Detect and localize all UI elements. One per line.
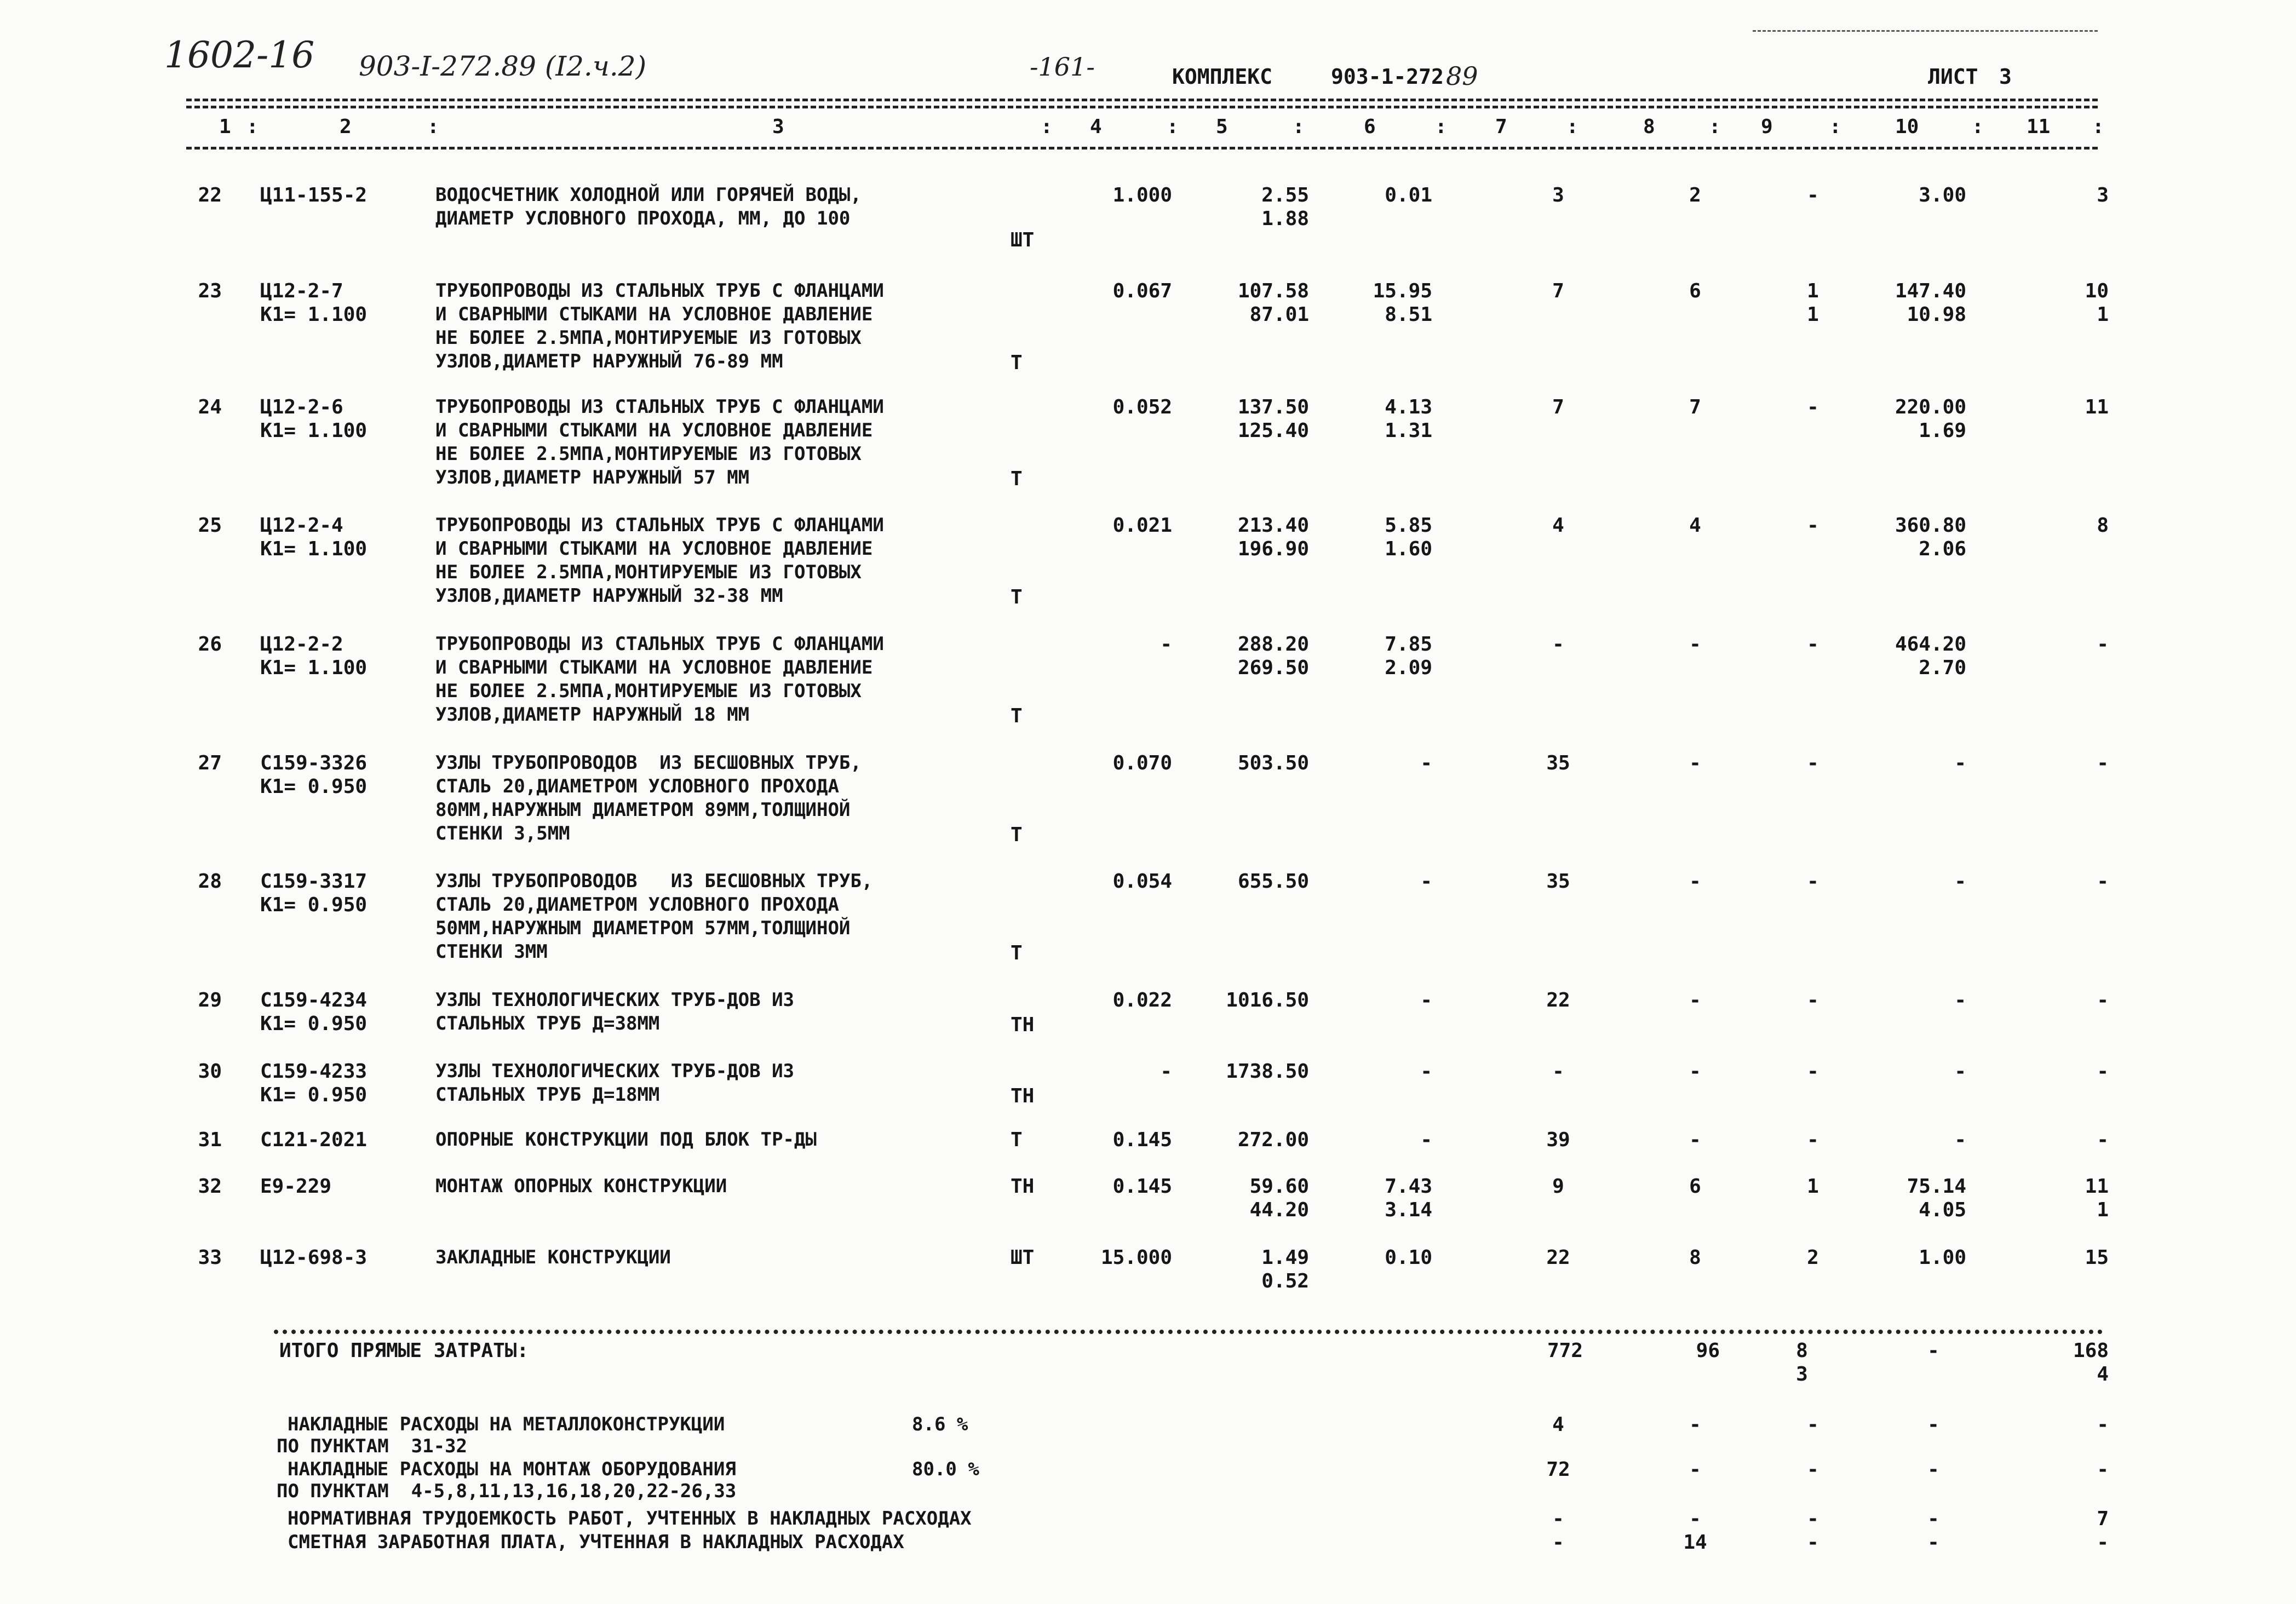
- overhead-percent: 8.6 %: [912, 1413, 968, 1435]
- row-c4: 0.145: [1112, 1129, 1172, 1151]
- overhead-text: НАКЛАДНЫЕ РАСХОДЫ НА МЕТАЛЛОКОНСТРУКЦИИ: [288, 1413, 725, 1435]
- row-code: К1= 0.950: [260, 1013, 368, 1035]
- row-c7: 35: [1546, 870, 1570, 893]
- row-c7: 3: [1552, 184, 1564, 206]
- row-c6: 4.13: [1385, 396, 1432, 418]
- row-c5: 1016.50: [1226, 989, 1309, 1011]
- row-description: УЗЛЫ ТРУБОПРОВОДОВ ИЗ БЕСШОВНЫХ ТРУБ,: [435, 752, 862, 774]
- row-c10: -: [1954, 870, 1966, 893]
- row-description: СТАЛЬНЫХ ТРУБ Д=38ММ: [435, 1013, 660, 1034]
- row-c5: 107.58: [1237, 280, 1309, 302]
- column-number: 9: [1761, 116, 1773, 138]
- row-description: СТЕНКИ 3,5ММ: [435, 823, 570, 844]
- row-number: 24: [198, 396, 222, 418]
- handwritten-code: 1602-16: [164, 34, 315, 76]
- row-c9: -: [1807, 633, 1819, 656]
- row-code: Ц12-2-6: [260, 396, 343, 418]
- row-c9: -: [1807, 396, 1819, 418]
- row-c5: 0.52: [1261, 1270, 1309, 1292]
- row-description: ТРУБОПРОВОДЫ ИЗ СТАЛЬНЫХ ТРУБ С ФЛАНЦАМИ: [435, 633, 884, 655]
- page-number: -161-: [1030, 52, 1095, 82]
- row-description: И СВАРНЫМИ СТЫКАМИ НА УСЛОВНОЕ ДАВЛЕНИЕ: [435, 419, 873, 441]
- totals-c8: 96: [1696, 1339, 1720, 1362]
- overhead-text: ПО ПУНКТАМ 31-32: [277, 1435, 467, 1457]
- row-unit: Т: [1011, 1129, 1023, 1151]
- row-c5: 137.50: [1237, 396, 1309, 418]
- row-number: 26: [198, 633, 222, 656]
- row-unit: Т: [1011, 468, 1023, 490]
- overhead-text: СМЕТНАЯ ЗАРАБОТНАЯ ПЛАТА, УЧТЕННАЯ В НАКЛАДНЫХ РАСХОДАХ: [288, 1531, 904, 1553]
- row-c4: -: [1160, 633, 1172, 656]
- row-c7: 22: [1546, 989, 1570, 1011]
- row-c10: 3.00: [1919, 184, 1966, 206]
- row-description: ТРУБОПРОВОДЫ ИЗ СТАЛЬНЫХ ТРУБ С ФЛАНЦАМИ: [435, 514, 884, 536]
- row-c4: 0.145: [1112, 1175, 1172, 1198]
- row-description: 80ММ,НАРУЖНЫМ ДИАМЕТРОМ 89ММ,ТОЛЩИНОЙ: [435, 799, 851, 821]
- row-c9: 1: [1807, 280, 1819, 302]
- row-c4: 0.052: [1112, 396, 1172, 418]
- complex-label: КОМПЛЕКС: [1172, 65, 1273, 89]
- row-description: УЗЛОВ,ДИАМЕТР НАРУЖНЫЙ 57 ММ: [435, 467, 750, 488]
- row-c11: 1: [2097, 303, 2109, 326]
- row-c5: 59.60: [1249, 1175, 1309, 1198]
- row-description: УЗЛЫ ТЕХНОЛОГИЧЕСКИХ ТРУБ-ДОВ ИЗ: [435, 989, 795, 1011]
- row-c5: 1738.50: [1226, 1060, 1309, 1083]
- row-description: НЕ БОЛЕЕ 2.5МПА,МОНТИРУЕМЫЕ ИЗ ГОТОВЫХ: [435, 327, 862, 349]
- row-c9: -: [1807, 1129, 1819, 1151]
- row-c9: -: [1807, 752, 1819, 774]
- row-unit: ШТ: [1011, 1246, 1035, 1269]
- row-c6: 3.14: [1385, 1199, 1432, 1221]
- row-code: С159-3317: [260, 870, 368, 893]
- row-code: Ц12-2-4: [260, 514, 343, 537]
- row-c10: 4.05: [1919, 1199, 1966, 1221]
- column-number: 5: [1216, 116, 1228, 138]
- row-code: К1= 0.950: [260, 775, 368, 798]
- row-c5: 272.00: [1237, 1129, 1309, 1151]
- overhead-c7: -: [1552, 1508, 1564, 1530]
- row-c10: 10.98: [1907, 303, 1966, 326]
- totals-c11-1: 168: [2073, 1339, 2109, 1362]
- row-description: НЕ БОЛЕЕ 2.5МПА,МОНТИРУЕМЫЕ ИЗ ГОТОВЫХ: [435, 561, 862, 583]
- row-code: Ц12-698-3: [260, 1246, 368, 1269]
- row-c11: -: [2097, 1060, 2109, 1083]
- row-number: 31: [198, 1129, 222, 1151]
- column-number: 2: [340, 116, 352, 138]
- row-c8: -: [1689, 1060, 1701, 1083]
- row-c11: -: [2097, 752, 2109, 774]
- row-description: УЗЛОВ,ДИАМЕТР НАРУЖНЫЙ 76-89 ММ: [435, 350, 783, 372]
- header-rule-top: [186, 99, 2098, 101]
- row-unit: ТН: [1011, 1014, 1035, 1036]
- row-description: СТАЛЬ 20,ДИАМЕТРОМ УСЛОВНОГО ПРОХОДА: [435, 775, 839, 797]
- column-number: 4: [1090, 116, 1102, 138]
- row-c9: -: [1807, 989, 1819, 1011]
- row-c4: 0.054: [1112, 870, 1172, 893]
- row-c9: -: [1807, 1060, 1819, 1083]
- row-c9: 1: [1807, 1175, 1819, 1198]
- row-c6: -: [1420, 989, 1432, 1011]
- row-c8: 7: [1689, 396, 1701, 418]
- row-description: МОНТАЖ ОПОРНЫХ КОНСТРУКЦИИ: [435, 1175, 727, 1197]
- row-c10: 220.00: [1895, 396, 1966, 418]
- row-description: СТАЛЬНЫХ ТРУБ Д=18ММ: [435, 1084, 660, 1106]
- row-code: Ц11-155-2: [260, 184, 368, 206]
- row-c10: -: [1954, 1060, 1966, 1083]
- row-code: С159-4233: [260, 1060, 368, 1083]
- row-c8: 6: [1689, 1175, 1701, 1198]
- row-c6: 0.01: [1385, 184, 1432, 206]
- row-c10: -: [1954, 989, 1966, 1011]
- top-right-dashes: [1753, 30, 2098, 32]
- sheet-label: ЛИСТ: [1928, 65, 1978, 89]
- row-c11: -: [2097, 989, 2109, 1011]
- overhead-percent: 80.0 %: [912, 1458, 979, 1480]
- row-c11: 11: [2085, 1175, 2109, 1198]
- overhead-c11: -: [2097, 1531, 2109, 1554]
- column-number: 3: [772, 116, 784, 138]
- overhead-c8: 14: [1683, 1531, 1707, 1554]
- row-description: И СВАРНЫМИ СТЫКАМИ НА УСЛОВНОЕ ДАВЛЕНИЕ: [435, 538, 873, 560]
- row-description: И СВАРНЫМИ СТЫКАМИ НА УСЛОВНОЕ ДАВЛЕНИЕ: [435, 657, 873, 679]
- row-number: 23: [198, 280, 222, 302]
- row-code: Е9-229: [260, 1175, 332, 1198]
- row-c9: -: [1807, 514, 1819, 537]
- column-separator: :: [246, 116, 259, 138]
- row-c10: -: [1954, 752, 1966, 774]
- overhead-text: ПО ПУНКТАМ 4-5,8,11,13,16,18,20,22-26,33: [277, 1480, 737, 1502]
- row-c6: -: [1420, 752, 1432, 774]
- row-c7: 7: [1552, 280, 1564, 302]
- row-c6: 5.85: [1385, 514, 1432, 537]
- row-description: СТАЛЬ 20,ДИАМЕТРОМ УСЛОВНОГО ПРОХОДА: [435, 894, 839, 916]
- row-number: 25: [198, 514, 222, 537]
- overhead-text: НОРМАТИВНАЯ ТРУДОЕМКОСТЬ РАБОТ, УЧТЕННЫХ В НАКЛАДНЫХ РАСХОДАХ: [288, 1508, 972, 1530]
- row-code: К1= 1.100: [260, 657, 368, 679]
- row-c11: 1: [2097, 1199, 2109, 1221]
- row-c6: 15.95: [1373, 280, 1432, 302]
- row-c5: 125.40: [1237, 419, 1309, 442]
- row-c4: 0.021: [1112, 514, 1172, 537]
- row-description: ДИАМЕТР УСЛОВНОГО ПРОХОДА, ММ, ДО 100: [435, 208, 851, 229]
- row-number: 27: [198, 752, 222, 774]
- row-description: УЗЛОВ,ДИАМЕТР НАРУЖНЫЙ 32-38 ММ: [435, 585, 783, 607]
- row-c8: 6: [1689, 280, 1701, 302]
- complex-code: 903-1-272: [1331, 65, 1444, 89]
- row-description: ЗАКЛАДНЫЕ КОНСТРУКЦИИ: [435, 1246, 671, 1268]
- row-c10: 147.40: [1895, 280, 1966, 302]
- overhead-c8: -: [1689, 1508, 1701, 1530]
- overhead-c10: -: [1927, 1531, 1939, 1554]
- totals-label: ИТОГО ПРЯМЫЕ ЗАТРАТЫ:: [279, 1339, 529, 1362]
- row-c11: -: [2097, 633, 2109, 656]
- row-description: НЕ БОЛЕЕ 2.5МПА,МОНТИРУЕМЫЕ ИЗ ГОТОВЫХ: [435, 443, 862, 465]
- overhead-c9: -: [1807, 1413, 1819, 1436]
- row-c8: 2: [1689, 184, 1701, 206]
- row-c10: -: [1954, 1129, 1966, 1151]
- overhead-c10: -: [1927, 1458, 1939, 1481]
- overhead-c10: -: [1927, 1508, 1939, 1530]
- totals-c10: -: [1927, 1339, 1939, 1362]
- row-c9: 2: [1807, 1246, 1819, 1269]
- row-c7: 39: [1546, 1129, 1570, 1151]
- column-separator: :: [1972, 116, 1984, 138]
- overhead-c10: -: [1927, 1413, 1939, 1436]
- row-description: УЗЛОВ,ДИАМЕТР НАРУЖНЫЙ 18 ММ: [435, 704, 750, 726]
- row-unit: Т: [1011, 942, 1023, 964]
- row-c9: -: [1807, 184, 1819, 206]
- row-c11: 15: [2085, 1246, 2109, 1269]
- row-c11: -: [2097, 1129, 2109, 1151]
- row-c5: 2.55: [1261, 184, 1309, 206]
- row-code: С159-4234: [260, 989, 368, 1011]
- totals-c11-2: 4: [2097, 1363, 2109, 1385]
- row-c6: 2.09: [1385, 657, 1432, 679]
- row-c11: 11: [2085, 396, 2109, 418]
- row-c5: 1.88: [1261, 208, 1309, 230]
- column-separator: :: [1041, 116, 1053, 138]
- row-c5: 1.49: [1261, 1246, 1309, 1269]
- row-c4: -: [1160, 1060, 1172, 1083]
- totals-c7: 772: [1547, 1339, 1583, 1362]
- row-description: УЗЛЫ ТЕХНОЛОГИЧЕСКИХ ТРУБ-ДОВ ИЗ: [435, 1060, 795, 1082]
- row-c8: -: [1689, 633, 1701, 656]
- row-description: ВОДОСЧЕТНИК ХОЛОДНОЙ ИЛИ ГОРЯЧЕЙ ВОДЫ,: [435, 184, 862, 206]
- row-code: С121-2021: [260, 1129, 368, 1151]
- row-unit: Т: [1011, 586, 1023, 608]
- row-c9: -: [1807, 870, 1819, 893]
- row-code: Ц12-2-7: [260, 280, 343, 302]
- row-c6: 1.60: [1385, 538, 1432, 560]
- row-c6: 7.85: [1385, 633, 1432, 656]
- row-c5: 655.50: [1237, 870, 1309, 893]
- row-code: К1= 1.100: [260, 303, 368, 326]
- row-c6: 8.51: [1385, 303, 1432, 326]
- overhead-c9: -: [1807, 1458, 1819, 1481]
- row-number: 32: [198, 1175, 222, 1198]
- row-c4: 0.022: [1112, 989, 1172, 1011]
- row-c6: 1.31: [1385, 419, 1432, 442]
- row-code: К1= 1.100: [260, 419, 368, 442]
- row-code: К1= 0.950: [260, 894, 368, 916]
- overhead-c7: -: [1552, 1531, 1564, 1554]
- overhead-c8: -: [1689, 1413, 1701, 1436]
- row-description: 50ММ,НАРУЖНЫМ ДИАМЕТРОМ 57ММ,ТОЛЩИНОЙ: [435, 917, 851, 939]
- row-number: 22: [198, 184, 222, 206]
- row-unit: Т: [1011, 352, 1023, 374]
- row-c7: 22: [1546, 1246, 1570, 1269]
- totals-c9-2: 3: [1796, 1363, 1808, 1385]
- column-number: 6: [1364, 116, 1376, 138]
- row-c8: -: [1689, 870, 1701, 893]
- header-rule-top-2: [186, 106, 2098, 108]
- column-separator: :: [1566, 116, 1579, 138]
- totals-rule: [274, 1330, 2103, 1334]
- row-description: СТЕНКИ 3ММ: [435, 941, 548, 963]
- row-c10: 75.14: [1907, 1175, 1966, 1198]
- sheet-number: 3: [1999, 65, 2012, 89]
- row-number: 29: [198, 989, 222, 1011]
- row-c10: 2.06: [1919, 538, 1966, 560]
- column-number: 8: [1643, 116, 1655, 138]
- row-c8: -: [1689, 1129, 1701, 1151]
- overhead-c9: -: [1807, 1508, 1819, 1530]
- row-description: НЕ БОЛЕЕ 2.5МПА,МОНТИРУЕМЫЕ ИЗ ГОТОВЫХ: [435, 680, 862, 702]
- row-c10: 2.70: [1919, 657, 1966, 679]
- row-c6: -: [1420, 870, 1432, 893]
- row-c5: 503.50: [1237, 752, 1309, 774]
- row-c4: 0.070: [1112, 752, 1172, 774]
- row-unit: ШТ: [1011, 229, 1035, 251]
- overhead-c7: 72: [1546, 1458, 1570, 1481]
- overhead-c11: -: [2097, 1458, 2109, 1481]
- column-separator: :: [1435, 116, 1447, 138]
- row-c6: 0.10: [1385, 1246, 1432, 1269]
- row-c7: 4: [1552, 514, 1564, 537]
- row-c7: -: [1552, 633, 1564, 656]
- row-description: УЗЛЫ ТРУБОПРОВОДОВ ИЗ БЕСШОВНЫХ ТРУБ,: [435, 870, 873, 892]
- row-description: ТРУБОПРОВОДЫ ИЗ СТАЛЬНЫХ ТРУБ С ФЛАНЦАМИ: [435, 396, 884, 418]
- row-description: И СВАРНЫМИ СТЫКАМИ НА УСЛОВНОЕ ДАВЛЕНИЕ: [435, 303, 873, 325]
- row-code: С159-3326: [260, 752, 368, 774]
- overhead-c11: 7: [2097, 1508, 2109, 1530]
- row-c11: -: [2097, 870, 2109, 893]
- row-c10: 360.80: [1895, 514, 1966, 537]
- row-c7: 35: [1546, 752, 1570, 774]
- row-c10: 1.69: [1919, 419, 1966, 442]
- row-number: 28: [198, 870, 222, 893]
- row-c8: -: [1689, 989, 1701, 1011]
- row-code: К1= 0.950: [260, 1084, 368, 1106]
- row-c6: -: [1420, 1060, 1432, 1083]
- row-number: 33: [198, 1246, 222, 1269]
- row-unit: Т: [1011, 705, 1023, 727]
- column-separator: :: [1709, 116, 1721, 138]
- row-unit: ТН: [1011, 1085, 1035, 1107]
- row-c8: -: [1689, 752, 1701, 774]
- row-number: 30: [198, 1060, 222, 1083]
- column-separator: :: [2092, 116, 2104, 138]
- row-c5: 269.50: [1237, 657, 1309, 679]
- row-c4: 0.067: [1112, 280, 1172, 302]
- row-code: Ц12-2-2: [260, 633, 343, 656]
- row-unit: ТН: [1011, 1175, 1035, 1198]
- document-code: 903-I-272.89 (I2.ч.2): [359, 50, 647, 82]
- row-c6: 7.43: [1385, 1175, 1432, 1198]
- column-separator: :: [1293, 116, 1305, 138]
- row-c7: 9: [1552, 1175, 1564, 1198]
- column-separator: :: [1829, 116, 1841, 138]
- row-c5: 213.40: [1237, 514, 1309, 537]
- column-number: 10: [1895, 116, 1919, 138]
- totals-c9-1: 8: [1796, 1339, 1808, 1362]
- row-c4: 1.000: [1112, 184, 1172, 206]
- row-c7: -: [1552, 1060, 1564, 1083]
- header-rule-bottom: [186, 147, 2098, 150]
- row-c5: 87.01: [1249, 303, 1309, 326]
- row-c11: 8: [2097, 514, 2109, 537]
- row-c6: -: [1420, 1129, 1432, 1151]
- row-c5: 44.20: [1249, 1199, 1309, 1221]
- row-c9: 1: [1807, 303, 1819, 326]
- row-description: ОПОРНЫЕ КОНСТРУКЦИИ ПОД БЛОК ТР-ДЫ: [435, 1129, 817, 1151]
- overhead-text: НАКЛАДНЫЕ РАСХОДЫ НА МОНТАЖ ОБОРУДОВАНИЯ: [288, 1458, 736, 1480]
- row-c11: 10: [2085, 280, 2109, 302]
- row-c5: 288.20: [1237, 633, 1309, 656]
- column-separator: :: [427, 116, 439, 138]
- row-c10: 464.20: [1895, 633, 1966, 656]
- column-separator: :: [1167, 116, 1179, 138]
- overhead-c7: 4: [1552, 1413, 1564, 1436]
- row-c8: 4: [1689, 514, 1701, 537]
- row-code: К1= 1.100: [260, 538, 368, 560]
- row-c5: 196.90: [1237, 538, 1309, 560]
- column-number: 7: [1495, 116, 1507, 138]
- row-unit: Т: [1011, 824, 1023, 846]
- overhead-c11: -: [2097, 1413, 2109, 1436]
- row-c7: 7: [1552, 396, 1564, 418]
- column-number: 11: [2027, 116, 2051, 138]
- row-c8: 8: [1689, 1246, 1701, 1269]
- overhead-c8: -: [1689, 1458, 1701, 1481]
- row-c11: 3: [2097, 184, 2109, 206]
- complex-year: 89: [1446, 61, 1478, 91]
- row-c10: 1.00: [1919, 1246, 1966, 1269]
- row-description: ТРУБОПРОВОДЫ ИЗ СТАЛЬНЫХ ТРУБ С ФЛАНЦАМИ: [435, 280, 884, 302]
- row-c4: 15.000: [1100, 1246, 1172, 1269]
- column-number: 1: [219, 116, 231, 138]
- overhead-c9: -: [1807, 1531, 1819, 1554]
